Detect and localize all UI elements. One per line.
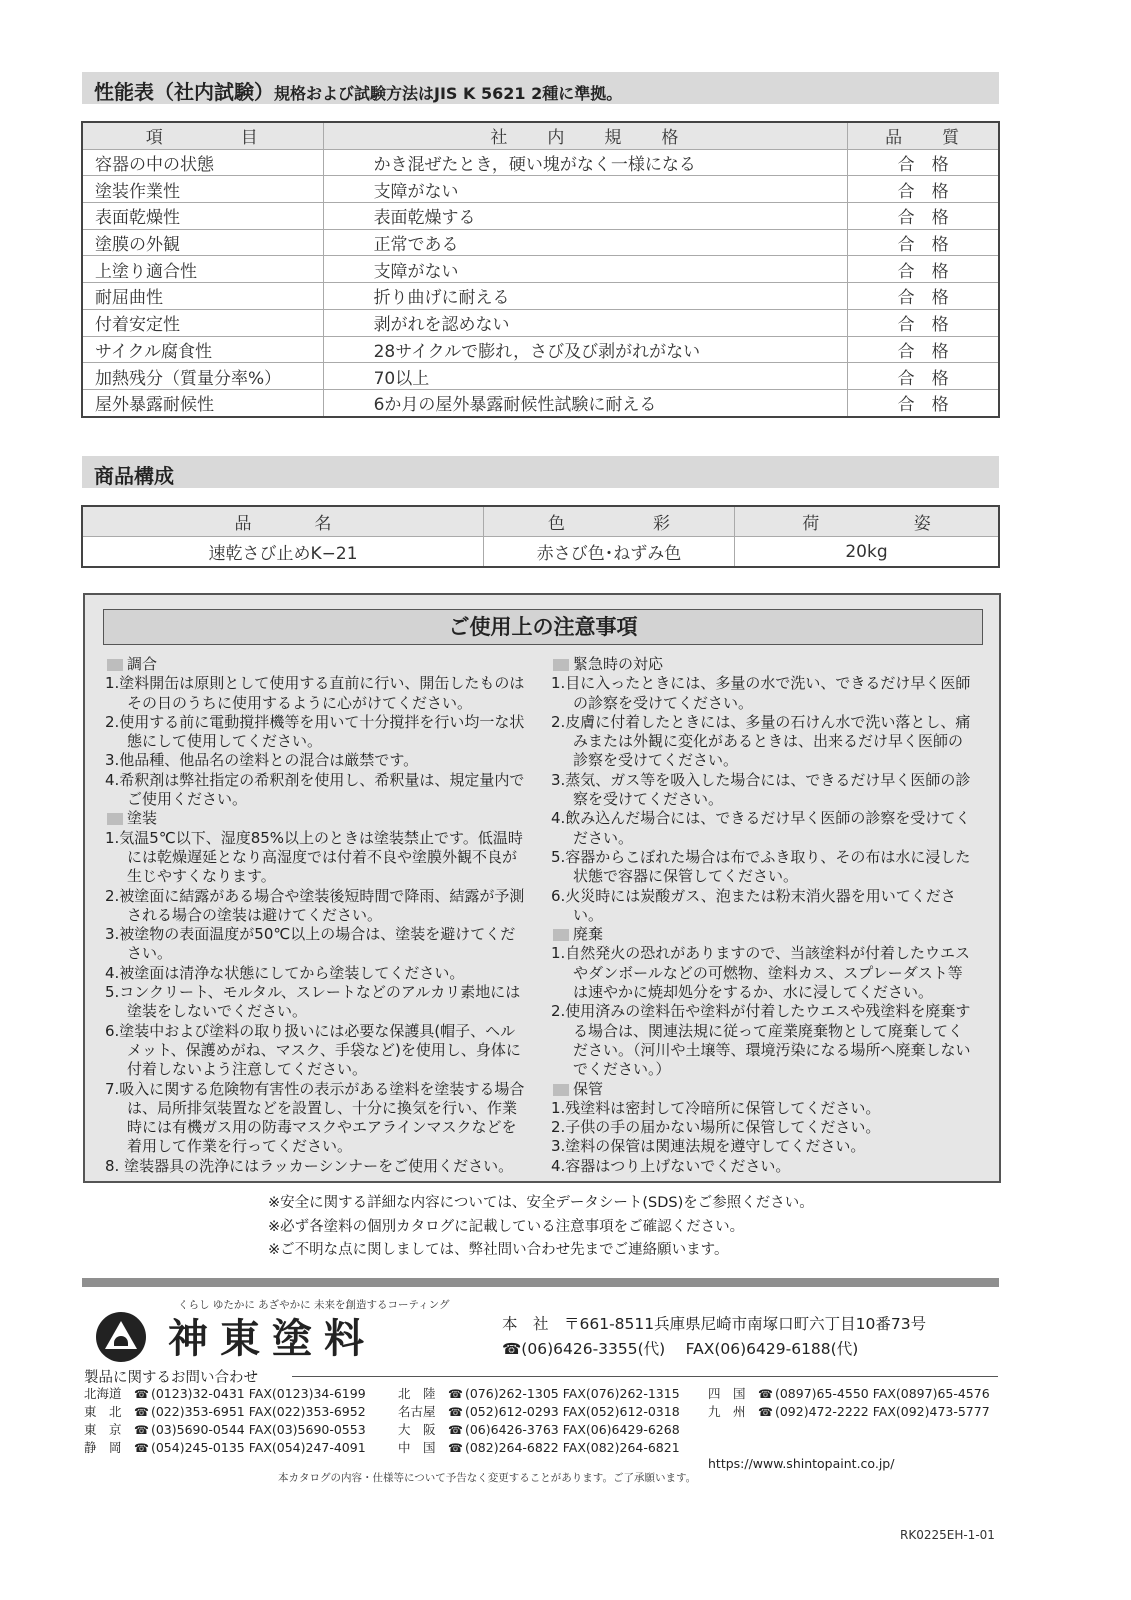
product-row — [82, 537, 999, 568]
notice-item: 4.希釈剤は弊社指定の希釈剤を使用し、希釈量は、規定量内でご使用ください。 — [105, 770, 525, 809]
notice-heading: 塗装 — [105, 809, 525, 828]
notice-heading: 緊急時の対応 — [551, 655, 971, 674]
notice-item: 3.蒸気、ガス等を吸入した場合には、できるだけ早く医師の診察を受けてください。 — [551, 770, 971, 809]
notice-item: 2.子供の手の届かない場所に保管してください。 — [551, 1118, 881, 1137]
usage-notice-box — [83, 593, 1001, 1183]
notice-item: 4.容器はつり上げないでください。 — [551, 1156, 791, 1175]
product-color: 赤さび色･ねずみ色 — [484, 537, 735, 568]
notice-item: 4.飲み込んだ場合には、できるだけ早く医師の診察を受けてください。 — [551, 809, 971, 847]
product-title: 商品構成 — [94, 464, 174, 488]
branch-numbers: (03)5690-0544 FAX(03)5690-0553 — [150, 1422, 366, 1437]
branch-name: 東 北 — [84, 1404, 122, 1419]
branch-contact — [398, 1420, 680, 1438]
header-package: 荷 姿 — [735, 506, 1000, 537]
branch-contact — [84, 1384, 366, 1402]
row-quality: 合 格 — [848, 309, 999, 336]
notice-item: 1.目に入ったときには、多量の水で洗い、できるだけ早く医師の診察を受けてください。 — [551, 674, 971, 712]
row-quality: 合 格 — [848, 149, 999, 176]
row-item: 耐屈曲性 — [82, 283, 323, 310]
row-standard: 28サイクルで膨れ，さび及び剥がれがない — [323, 336, 848, 363]
performance-row — [82, 229, 999, 256]
row-item: サイクル腐食性 — [82, 336, 323, 363]
performance-row — [82, 389, 999, 416]
performance-row — [82, 283, 999, 310]
row-quality: 合 格 — [848, 363, 999, 390]
row-standard: 支障がない — [323, 176, 848, 203]
product-table-header — [82, 506, 999, 537]
branch-numbers: (052)612-0293 FAX(052)612-0318 — [464, 1404, 680, 1419]
branch-name: 九 州 — [708, 1404, 746, 1419]
safety-note: ※安全に関する詳細な内容については、安全データシート(SDS)をご参照ください。 — [268, 1195, 814, 1211]
phone-icon: ☎ — [758, 1387, 773, 1401]
branch-numbers: (076)262-1305 FAX(076)262-1315 — [464, 1386, 680, 1401]
product-name: 速乾さび止めK−21 — [82, 537, 484, 568]
notice-heading: 廃棄 — [551, 925, 971, 944]
branch-numbers: (092)472-2222 FAX(092)473-5777 — [774, 1404, 990, 1419]
company-tagline: くらし ゆたかに あざやかに 未来を創造するコーティング — [178, 1299, 450, 1311]
notice-item: 5.容器からこぼれた場合は布でふき取り、その布は水に浸した状態で容器に保管してください。 — [551, 847, 971, 886]
row-standard: 剥がれを認めない — [323, 309, 848, 336]
contact-heading: 製品に関するお問い合わせ — [84, 1370, 258, 1386]
row-standard: 正常である — [323, 229, 848, 256]
notice-item: 3.被塗物の表面温度が50℃以上の場合は、塗装を避けてください。 — [105, 925, 516, 963]
row-quality: 合 格 — [848, 283, 999, 310]
performance-row — [82, 176, 999, 203]
notice-item: 5.コンクリート、モルタル、スレートなどのアルカリ素地には塗装をしないでください。 — [105, 983, 521, 1021]
phone-icon: ☎ — [448, 1405, 463, 1419]
branch-name: 中 国 — [398, 1440, 436, 1455]
phone-icon: ☎ — [134, 1423, 149, 1437]
notice-item: 3.塗料の保管は関連法規を遵守してください。 — [551, 1137, 866, 1156]
row-item: 付着安定性 — [82, 309, 323, 336]
performance-title: 性能表（社内試験） — [94, 80, 274, 104]
row-standard: 支障がない — [323, 256, 848, 283]
performance-row — [82, 363, 999, 390]
notice-item: 1.気温5℃以下、湿度85%以上のときは塗装禁止です。低温時には乾燥遅延となり高湿度では付着不良や塗膜外観不良が生じやすくなります。 — [105, 828, 523, 886]
notice-item: 3.他品種、他品名の塗料との混合は厳禁です。 — [105, 751, 419, 770]
notice-item: 7.吸入に関する危険物有害性の表示がある塗料を塗装する場合は、局所排気装置などを設置し、十分に換気を行い、作業時には有機ガス用の防毒マスクやエアラインマスクなどを着用して作業を行ってください。 — [105, 1079, 525, 1156]
notice-item: 8. 塗装器具の洗浄にはラッカーシンナーをご使用ください。 — [105, 1156, 514, 1175]
row-quality: 合 格 — [848, 389, 999, 416]
performance-table-header — [82, 122, 999, 149]
branch-contact — [398, 1438, 680, 1456]
notice-right-column — [551, 655, 971, 1176]
row-quality: 合 格 — [848, 229, 999, 256]
phone-icon: ☎ — [134, 1387, 149, 1401]
branch-numbers: (06)6426-3763 FAX(06)6429-6268 — [464, 1422, 680, 1437]
row-quality: 合 格 — [848, 176, 999, 203]
notice-item: 6.塗装中および塗料の取り扱いには必要な保護具(帽子、ヘルメット、保護めがね、マスク、手袋など)を使用し、身体に付着しないよう注意してください。 — [105, 1021, 521, 1079]
branch-name: 北海道 — [84, 1386, 122, 1401]
phone-icon: ☎ — [448, 1387, 463, 1401]
phone-icon: ☎ — [448, 1423, 463, 1437]
row-standard: 70以上 — [323, 363, 848, 390]
product-section-header — [82, 456, 999, 488]
notice-item: 2.使用済みの塗料缶や塗料が付着したウエスや残塗料を廃棄する場合は、関連法規に従って産業廃棄物として廃棄してください。（河川や土壌等、環境汚染になる場所へ廃棄しないでください。） — [551, 1002, 971, 1079]
performance-row — [82, 336, 999, 363]
branch-contact — [84, 1402, 366, 1420]
company-name: 神東塗料 — [168, 1315, 376, 1362]
row-standard: 6か月の屋外暴露耐候性試験に耐える — [323, 389, 848, 416]
performance-row — [82, 256, 999, 283]
row-item: 塗膜の外観 — [82, 229, 323, 256]
branch-numbers: (0897)65-4550 FAX(0897)65-4576 — [774, 1386, 990, 1401]
row-quality: 合 格 — [848, 256, 999, 283]
row-item: 塗装作業性 — [82, 176, 323, 203]
row-standard: 折り曲げに耐える — [323, 283, 848, 310]
performance-row — [82, 309, 999, 336]
branch-name: 四 国 — [708, 1386, 746, 1401]
hq-address: 本 社 〒661-8511兵庫県尼崎市南塚口町六丁目10番73号 — [502, 1315, 927, 1333]
branch-contact — [84, 1420, 366, 1438]
branch-contact — [708, 1402, 990, 1420]
branch-numbers: (054)245-0135 FAX(054)247-4091 — [150, 1440, 366, 1455]
row-item: 加熱残分（質量分率%） — [82, 363, 323, 390]
notice-title: ご使用上の注意事項 — [103, 609, 983, 645]
footer-disclaimer: 本カタログの内容・仕様等について予告なく変更することがあります。ご了承願います。 — [278, 1472, 697, 1484]
header-product-name: 品 名 — [82, 506, 484, 537]
performance-row — [82, 203, 999, 230]
header-color: 色 彩 — [484, 506, 735, 537]
header-quality: 品 質 — [848, 122, 999, 149]
branch-name: 名古屋 — [398, 1404, 436, 1419]
phone-icon: ☎ — [134, 1405, 149, 1419]
row-item: 上塗り適合性 — [82, 256, 323, 283]
row-quality: 合 格 — [848, 336, 999, 363]
branch-contact — [84, 1438, 366, 1456]
notice-heading: 保管 — [551, 1080, 971, 1099]
phone-icon: ☎ — [758, 1405, 773, 1419]
row-item: 容器の中の状態 — [82, 149, 323, 176]
branch-contact — [398, 1402, 680, 1420]
phone-icon: ☎ — [134, 1441, 149, 1455]
safety-note: ※ご不明な点に関しましては、弊社問い合わせ先までご連絡願います。 — [268, 1242, 729, 1258]
notice-item: 2.皮膚に付着したときには、多量の石けん水で洗い落とし、痛みまたは外観に変化があるときは、出来るだけ早く医師の診察を受けてください。 — [551, 712, 971, 770]
performance-subtitle: 規格および試験方法はJIS K 5621 2種に準拠。 — [274, 84, 623, 103]
branch-contact — [398, 1384, 680, 1402]
branch-name: 北 陸 — [398, 1386, 436, 1401]
row-quality: 合 格 — [848, 203, 999, 230]
product-table — [81, 505, 1000, 568]
branch-contact — [708, 1384, 990, 1402]
notice-item: 6.火災時には炭酸ガス、泡または粉末消火器を用いてください。 — [551, 886, 956, 924]
notice-item: 1.自然発火の恐れがありますので、当該塗料が付着したウエスやダンボールなどの可燃物、塗料カス、スプレーダスト等は速やかに焼却処分をするか、水に浸してください。 — [551, 944, 971, 1002]
divider-bar — [82, 1278, 999, 1287]
notice-item: 1.塗料開缶は原則として使用する直前に行い、開缶したものはその日のうちに使用するように心がけてください。 — [105, 674, 525, 712]
hq-phone: ☎(06)6426-3355(代) FAX(06)6429-6188(代) — [502, 1340, 859, 1358]
notice-left-column — [105, 655, 525, 1176]
product-package: 20kg — [735, 537, 1000, 568]
notice-item: 2.被塗面に結露がある場合や塗装後短時間で降雨、結露が予測される場合の塗装は避けてください。 — [105, 886, 525, 924]
safety-note: ※必ず各塗料の個別カタログに記載している注意事項をご確認ください。 — [268, 1218, 745, 1235]
row-standard: 表面乾燥する — [323, 203, 848, 230]
header-standard: 社 内 規 格 — [323, 122, 848, 149]
notice-heading: 調合 — [105, 655, 525, 674]
row-item: 表面乾燥性 — [82, 203, 323, 230]
branch-numbers: (082)264-6822 FAX(082)264-6821 — [464, 1440, 680, 1455]
safety-notes — [268, 1192, 814, 1263]
header-item: 項 目 — [82, 122, 323, 149]
row-item: 屋外暴露耐候性 — [82, 389, 323, 416]
phone-icon: ☎ — [448, 1441, 463, 1455]
branch-numbers: (0123)32-0431 FAX(0123)34-6199 — [150, 1386, 366, 1401]
performance-row — [82, 149, 999, 176]
branch-name: 東 京 — [84, 1422, 122, 1437]
notice-item: 1.残塗料は密封して冷暗所に保管してください。 — [551, 1098, 881, 1117]
performance-table — [81, 121, 1000, 418]
branch-name: 大 阪 — [398, 1422, 436, 1437]
performance-section-header — [82, 72, 999, 104]
company-url-link[interactable]: https://www.shintopaint.co.jp/ — [708, 1456, 895, 1471]
branch-name: 静 岡 — [84, 1440, 122, 1455]
notice-item: 4.被塗面は清浄な状態にしてから塗装してください。 — [105, 963, 465, 982]
row-standard: かき混ぜたとき，硬い塊がなく一様になる — [323, 149, 848, 176]
notice-item: 2.使用する前に電動撹拌機等を用いて十分撹拌を行い均一な状態にして使用してください。 — [105, 712, 525, 751]
branch-numbers: (022)353-6951 FAX(022)353-6952 — [150, 1404, 366, 1419]
catalog-code: RK0225EH-1-01 — [900, 1528, 995, 1542]
